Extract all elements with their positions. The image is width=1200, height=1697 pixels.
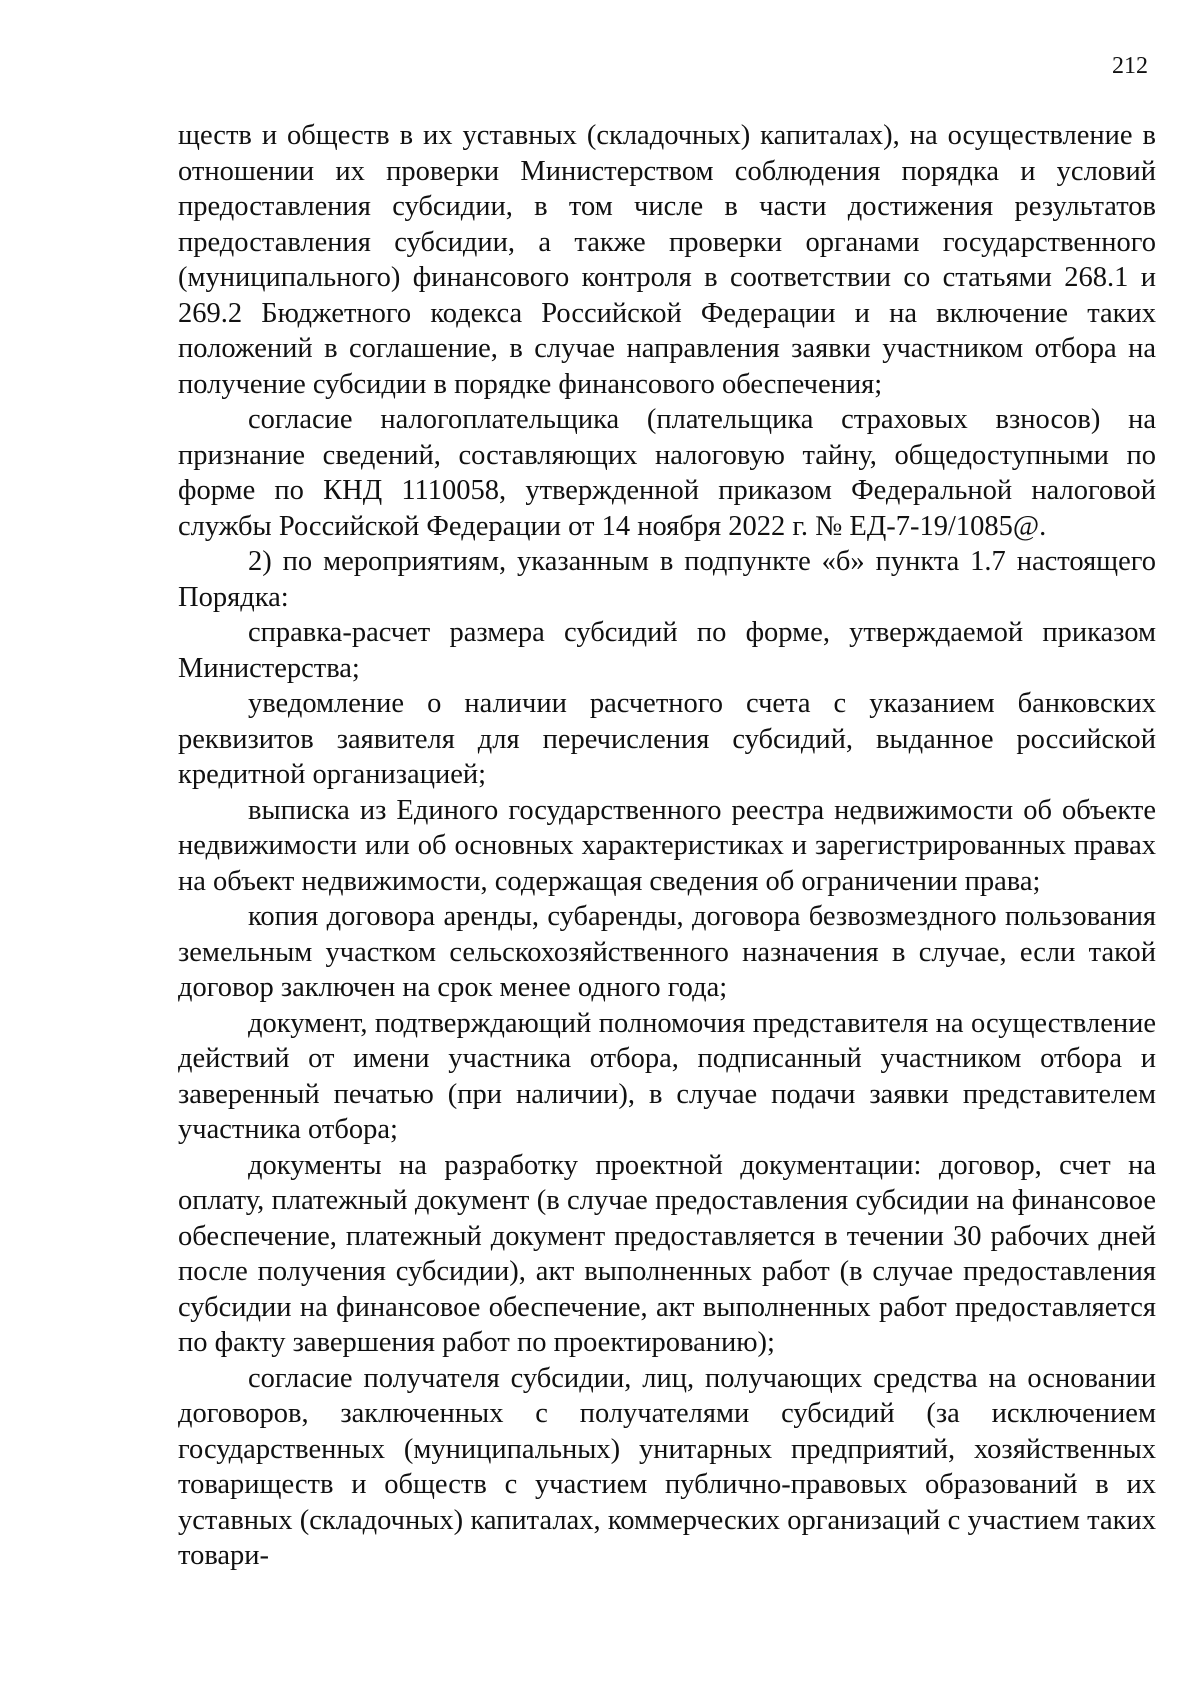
paragraph-registry-extract: выписка из Единого государственного реестра недвижимости об объекте недвижимости или об основных характеристиках и зарегистрированных правах на объект недвижимости, содержащая сведения об ограничении права; (178, 794, 1156, 897)
paragraph-lease-copy: копия договора аренды, субаренды, договора безвозмездного пользования земельным участком сельскохозяйственного назначения в случае, если такой договор заключен на срок менее одного года; (178, 901, 1156, 1003)
paragraph-authority-document: документ, подтверждающий полномочия представителя на осуществление действий от имени участника отбора, подписанный участником отбора и заверенный печатью (при наличии), в случае подачи заявки представителем участника отбора; (178, 1007, 1156, 1145)
document-body (178, 118, 1156, 1574)
paragraph-calculation-certificate: справка-расчет размера субсидий по форме, утверждаемой приказом Министерства; (178, 617, 1156, 684)
paragraph-measures-heading: 2) по мероприятиям, указанным в подпункте «б» пункта 1.7 настоящего Порядка: (178, 546, 1156, 613)
paragraph-taxpayer-consent: согласие налогоплательщика (плательщика страховых взносов) на признание сведений, составляющих налоговую тайну, общедоступными по форме по КНД 1110058, утвержденной приказом Федеральной налоговой службы Российской Федерации от 14 ноября 2022 г. № ЕД-7-19/1085@. (178, 404, 1156, 542)
paragraph-continuation: ществ и обществ в их уставных (складочных) капиталах), на осуществление в отношении их проверки Министерством соблюдения порядка и условий предоставления субсидии, в том числе в части достижения результатов предоставления субсидии, а также проверки органами государственного (муниципального) финансового контроля в соответствии со статьями 268.1 и 269.2 Бюджетного кодекса Российской Федерации и на включение таких положений в соглашение, в случае направления заявки участником отбора на получение субсидии в порядке финансового обеспечения; (178, 120, 1156, 400)
paragraph-recipient-consent: согласие получателя субсидии, лиц, получающих средства на основании договоров, заключенных с получателями субсидий (за исключением государственных (муниципальных) унитарных предприятий, хозяйственных товариществ и обществ с участием публично-правовых образований в их уставных (складочных) капиталах, коммерческих организаций с участием таких товари- (178, 1362, 1156, 1571)
page-number: 212 (1112, 53, 1148, 79)
paragraph-design-documents: документы на разработку проектной документации: договор, счет на оплату, платежный документ (в случае предоставления субсидии на финансовое обеспечение, платежный документ предоставляется в течении 30 рабочих дней после получения субсидии), акт выполненных работ (в случае предоставления субсидии на финансовое обеспечение, акт выполненных работ предоставляется по факту завершения работ по проектированию); (178, 1149, 1156, 1358)
paragraph-bank-account-notice: уведомление о наличии расчетного счета с указанием банковских реквизитов заявителя для перечисления субсидий, выданное российской кредитной организацией; (178, 688, 1156, 790)
